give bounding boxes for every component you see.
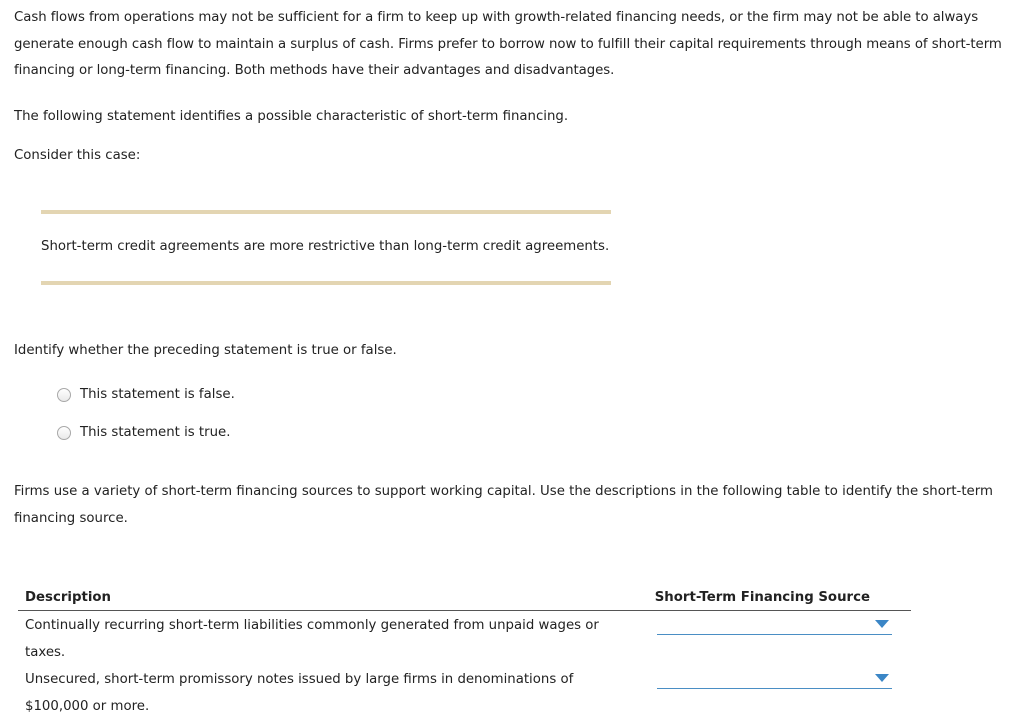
option-false[interactable] [57,386,235,404]
header-description: Description [25,590,112,605]
financing-sources-paragraph: Firms use a variety of short-term financing sources to support working capital. Use the descriptions in the following table to identify the short-term financing source. [14,484,993,526]
radio-true[interactable] [57,426,71,440]
option-true[interactable] [57,424,230,442]
case-top-divider [41,210,611,214]
header-source: Short-Term Financing Source [654,590,870,605]
case-bottom-divider [41,281,611,285]
statement-intro: The following statement identifies a possible characteristic of short-term financing. [14,109,569,124]
financing-table [18,585,911,719]
question-prompt: Identify whether the preceding statement is true or false. [14,343,397,358]
source-dropdown-2[interactable] [657,668,892,689]
row-description: Unsecured, short-term promissory notes issued by large firms in denominations of $100,000 or more. [25,672,574,714]
row-description: Continually recurring short-term liabilities commonly generated from unpaid wages or taxes. [25,618,599,660]
table-header [18,585,911,611]
chevron-down-icon[interactable] [875,620,889,628]
option-true-label[interactable]: This statement is true. [80,425,231,440]
source-dropdown-1[interactable] [657,614,892,635]
chevron-down-icon[interactable] [875,674,889,682]
intro-paragraph: Cash flows from operations may not be sufficient for a firm to keep up with growth-related financing needs, or the firm may not be able to always generate enough cash flow to maintain a surplus of cash. Firms prefer to borrow now to fulfill their capital requirements through means of short-term financing or long-term financing. Both methods have their advantages and disadvantages. [14,10,1002,78]
consider-label: Consider this case: [14,148,141,163]
table-row [18,665,911,719]
radio-false[interactable] [57,388,71,402]
table-row [18,611,911,665]
case-statement: Short-term credit agreements are more restrictive than long-term credit agreements. [41,239,610,254]
option-false-label[interactable]: This statement is false. [80,387,235,402]
